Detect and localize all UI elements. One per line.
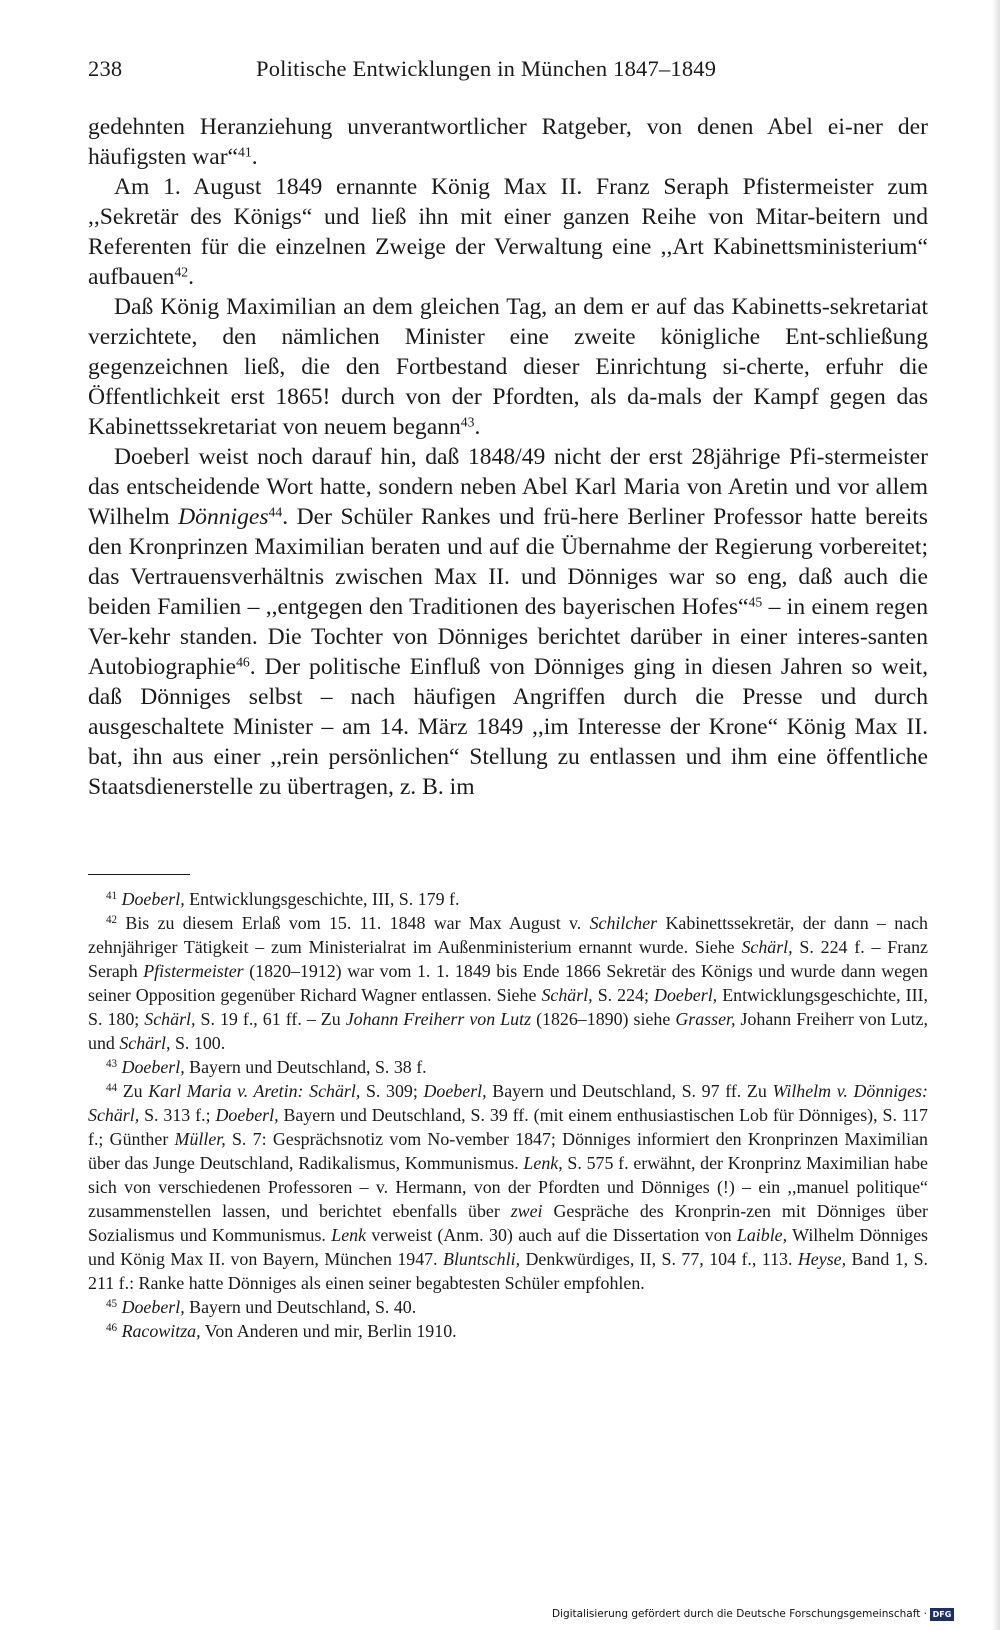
italic-name: Doeberl, [654, 985, 718, 1005]
italic-name: Grasser, [675, 1009, 736, 1029]
italic-name: Doeberl, [121, 1057, 185, 1077]
text-run: S. 224 f. – Franz Seraph [88, 937, 928, 981]
page-edge-shadow [992, 0, 1000, 1630]
paragraph-1 [88, 112, 928, 172]
italic-name: Schärl, [741, 937, 793, 957]
italic-name: Bluntschli, [443, 1249, 521, 1269]
italic-name: Dönniges [178, 504, 269, 530]
text-run: S. 100. [170, 1033, 226, 1053]
footnote-46 [88, 1319, 928, 1343]
footnote-43 [88, 1055, 928, 1079]
footnote-44 [88, 1079, 928, 1295]
footnote-41 [88, 887, 928, 911]
text-run: S. 313 f.; [139, 1105, 216, 1125]
text-run: . Der Schüler Rankes und frü-here Berliner Professor hatte bereits den Kronprinzen Maximilian beraten und auf die Übernahme der Regierung vorbereitet; das Vertrauensverhältnis zwischen Max II. und Dönniges war so eng, daß auch die beiden Familien – ,,entgegen den Traditionen des bayerischen Hofes“ [88, 504, 928, 620]
text-run: S. 7: Gesprächsnotiz vom No-vember 1847; Dönniges informiert den Kronprinzen Maximilian über das Junge Deutschland, Radikalismus, Kommunismus. [88, 1129, 928, 1173]
text-run: Entwicklungsgeschichte, III, S. 180; [88, 985, 928, 1029]
footnote-ref-41[interactable]: 41 [238, 144, 252, 160]
text-run: . [188, 264, 195, 290]
footnote-42 [88, 911, 928, 1055]
text-run: Bayern und Deutschland, S. 39 ff. (mit einem enthusiastischen Lob für Dönniges), S. 117 f.; Günther [88, 1105, 928, 1149]
footnote-number: 44 [106, 1081, 118, 1094]
italic-name: Doeberl, [121, 1297, 185, 1317]
text-run: . Der politische Einfluß von Dönniges ging in diesen Jahren so weit, daß Dönniges selbst – nach häufigen Angriffen durch die Presse und durch ausgeschaltete Minister – am 14. März 1849 ,,im Interesse der Krone“ König Max II. bat, ihn aus einer ,,rein persönlichen“ Stellung zu entlassen und ihm eine öffentliche Staatsdienerstelle zu übertragen, z. B. im [88, 654, 928, 800]
footnote-separator [88, 874, 190, 875]
text-run: . [251, 144, 258, 170]
italic-name: Lenk, [523, 1153, 563, 1173]
text-run: Kabinettssekretär, der dann – nach zehnjähriger Tätigkeit – zum Ministerialrat im Außenministerium ernannt wurde. Siehe [88, 913, 928, 957]
text-run: Bayern und Deutschland, S. 38 f. [184, 1057, 427, 1077]
footnotes [88, 887, 928, 1343]
text-run: verweist (Anm. 30) auch auf die Dissertation von [366, 1225, 737, 1245]
text-run: Daß König Maximilian an dem gleichen Tag, an dem er auf das Kabinetts-sekretariat verzichtete, den nämlichen Minister eine zweite königliche Ent-schließung gegenzeichnen ließ, die den Fortbestand dieser Einrichtung si-cherte, erfuhr die Öffentlichkeit erst 1865! durch von der Pfordten, als da-mals der Kampf gegen das Kabinettssekretariat von neuem begann [88, 294, 928, 440]
paragraph-2 [88, 172, 928, 292]
text-run: Am 1. August 1849 ernannte König Max II. Franz Seraph Pfistermeister zum ,,Sekretär des Königs“ und ließ ihn mit einer ganzen Reihe von Mitar-beitern und Referenten für die einzelnen Zweige der Verwaltung eine ,,Art Kabinettsministerium“ aufbauen [88, 174, 928, 290]
footnote-number: 41 [106, 889, 118, 902]
italic-name: Schärl, [144, 1009, 196, 1029]
italic-name: Müller, [174, 1129, 226, 1149]
italic-name: Wilhelm v. Dönniges: Schärl, [88, 1081, 928, 1125]
paragraph-4 [88, 442, 928, 802]
text-run: Bayern und Deutschland, S. 97 ff. Zu [486, 1081, 773, 1101]
paragraph-3 [88, 292, 928, 442]
running-header [88, 56, 928, 88]
footnote-number: 43 [106, 1057, 118, 1070]
main-text [88, 112, 928, 802]
running-title: Politische Entwicklungen in München 1847–1849 [256, 56, 717, 81]
italic-name: Racowitza, [121, 1321, 201, 1341]
italic-name: Schärl, [541, 985, 593, 1005]
text-run: Bayern und Deutschland, S. 40. [184, 1297, 417, 1317]
footnote-ref-45[interactable]: 45 [748, 594, 763, 610]
text-run: Doeberl weist noch darauf hin, daß 1848/49 nicht der erst 28jährige Pfi-stermeister das entscheidende Wort hatte, sondern neben Abel Karl Maria von Aretin und vor allem Wilhelm [88, 444, 928, 530]
digitization-credit [552, 1605, 954, 1623]
italic-name: Schärl, [119, 1033, 171, 1053]
footnote-45 [88, 1295, 928, 1319]
footnote-ref-44[interactable]: 44 [268, 504, 283, 520]
italic-name: Doeberl, [215, 1105, 279, 1125]
italic-name: Heyse, [797, 1249, 847, 1269]
text-run: Von Anderen und mir, Berlin 1910. [200, 1321, 457, 1341]
text-run: Johann Freiherr von Lutz, und [88, 1009, 928, 1053]
dfg-logo-icon: DFG [930, 1608, 954, 1621]
text-run: Bis zu diesem Erlaß vom 15. 11. 1848 war Max August v. [117, 913, 590, 933]
credit-text: Digitalisierung gefördert durch die Deutsche Forschungsgemeinschaft · [551, 1608, 927, 1620]
italic-name: Schilcher [589, 913, 658, 933]
text-run: Entwicklungsgeschichte, III, S. 179 f. [184, 889, 460, 909]
text-run: Gespräche des Kronprin-zen mit Dönniges über Sozialismus und Kommunismus. [88, 1201, 928, 1245]
footnote-number: 45 [106, 1297, 118, 1310]
page-number: 238 [88, 56, 123, 81]
footnote-ref-43[interactable]: 43 [460, 414, 475, 430]
italic-name: Doeberl, [121, 889, 185, 909]
text-run: (1826–1890) siehe [531, 1009, 676, 1029]
text-run: (1820–1912) war vom 1. 1. 1849 bis Ende 1866 Sekretär des Königs und wurde dann wegen seiner Opposition gegenüber Richard Wagner entlassen. Siehe [88, 961, 928, 1005]
footnote-number: 46 [106, 1321, 118, 1334]
text-run: S. 309; [360, 1081, 424, 1101]
italic-name: Doeberl, [423, 1081, 487, 1101]
text-run: . [474, 414, 481, 440]
italic-name: Johann Freiherr von Lutz [345, 1009, 532, 1029]
text-run: Band 1, S. 211 f.: Ranke hatte Dönniges als einen seiner begabtesten Schüler empfohlen. [88, 1249, 928, 1293]
text-run: gedehnten Heranziehung unverantwortlicher Ratgeber, von denen Abel ei-ner der häufigsten war“ [88, 114, 928, 170]
text-run: Denkwürdiges, II, S. 77, 104 f., 113. [520, 1249, 798, 1269]
text-run: S. 19 f., 61 ff. – Zu [195, 1009, 346, 1029]
italic-name: Lenk [331, 1225, 367, 1245]
text-run: Zu [117, 1081, 149, 1101]
footnote-ref-42[interactable]: 42 [174, 264, 189, 280]
text-run: – in einem regen Ver-kehr standen. Die Tochter von Dönniges berichtet darüber in einer interes-santen Autobiographie [88, 594, 928, 680]
text-run: Wilhelm Dönniges und König Max II. von Bayern, München 1947. [88, 1225, 928, 1269]
text-run: S. 224; [592, 985, 655, 1005]
text-run: S. 575 f. erwähnt, der Kronprinz Maximilian habe sich von verschiedenen Professoren – v. Hermann, von der Pfordten und Dönniges (!) – ein ,,manuel politique“ zusammenstellen lassen, und berichtet ebenfalls über [88, 1153, 928, 1221]
italic-name: Pfistermeister [143, 961, 244, 981]
italic-name: Karl Maria v. Aretin: Schärl, [148, 1081, 361, 1101]
footnote-number: 42 [106, 913, 118, 926]
italic-name: zwei [510, 1201, 543, 1221]
footnote-ref-46[interactable]: 46 [236, 654, 250, 670]
italic-name: Laible, [736, 1225, 788, 1245]
